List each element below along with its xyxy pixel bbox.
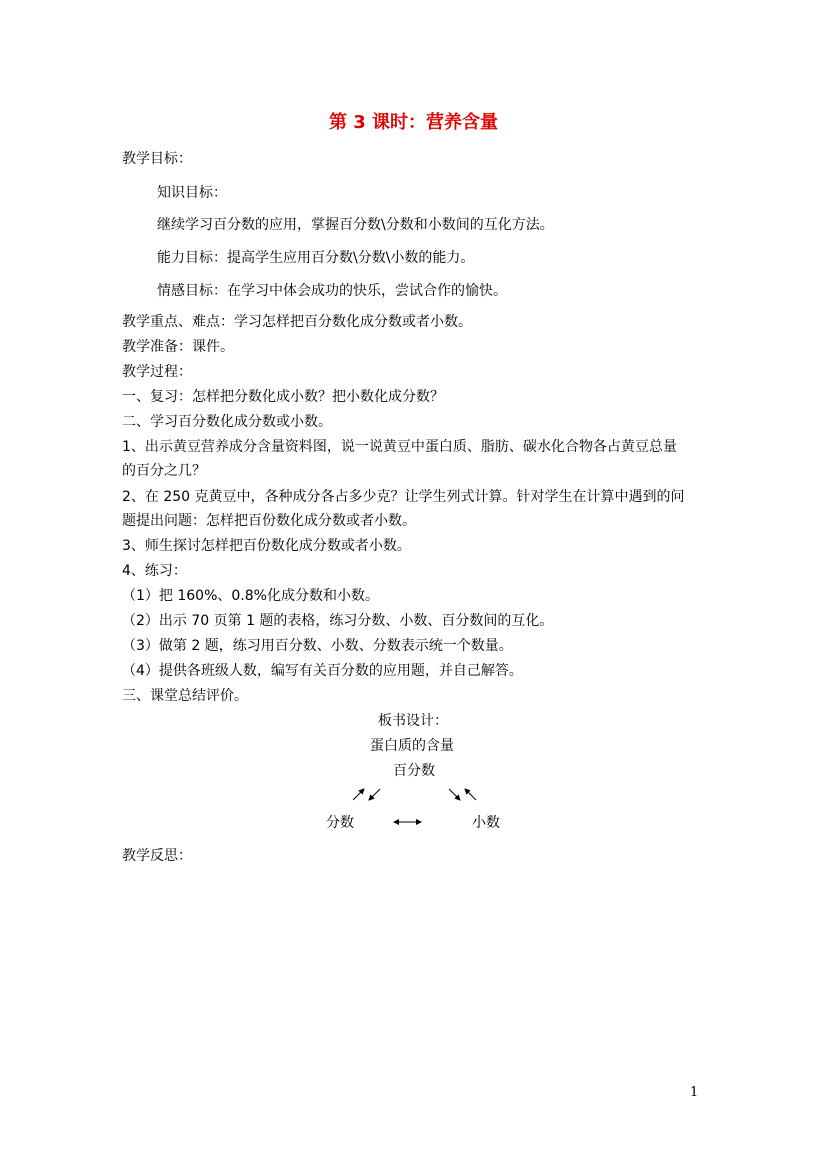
ability-text: 能力目标：提高学生应用百分数\分数\小数的能力。	[157, 250, 475, 266]
key-points: 教学重点、难点：学习怎样把百分数化成分数或者小数。	[122, 314, 472, 330]
knowledge-heading: 知识目标：	[157, 185, 227, 201]
item-4: 4、练习：	[122, 563, 187, 579]
arrow-decimal-to-percent	[465, 789, 476, 800]
item-1-line-2: 的百分之几？	[122, 463, 206, 479]
item-2-line-2: 题提出问题：怎样把百份数化成分数或者小数。	[122, 513, 416, 529]
exercise-3: （3）做第 2 题，练习用百分数、小数、分数表示统一个数量。	[122, 638, 513, 654]
exercise-4: （4）提供各班级人数，编写有关百分数的应用题，并自己解答。	[122, 663, 523, 679]
reflection-heading: 教学反思：	[122, 848, 192, 864]
step-review: 一、复习：怎样把分数化成小数？把小数化成分数？	[122, 389, 444, 405]
arrow-percent-to-fraction	[369, 789, 380, 800]
page-number: 1	[690, 1085, 699, 1100]
process-heading: 教学过程：	[122, 364, 192, 380]
preparation: 教学准备：课件。	[122, 339, 234, 355]
board-fraction-label: 分数	[326, 815, 354, 831]
board-percent-label: 百分数	[393, 763, 435, 779]
exercise-2: （2）出示 70 页第 1 题的表格，练习分数、小数、百分数间的互化。	[122, 613, 554, 629]
item-1-line-1: 1、出示黄豆营养成分含量资料图，说一说黄豆中蛋白质、脂肪、碳水化合物各占黄豆总量	[122, 439, 677, 455]
board-topic: 蛋白质的含量	[370, 738, 454, 754]
board-decimal-label: 小数	[472, 815, 500, 831]
step-summary: 三、课堂总结评价。	[122, 688, 248, 704]
item-3: 3、师生探讨怎样把百份数化成分数或者小数。	[122, 538, 411, 554]
arrow-fraction-to-percent	[353, 789, 364, 800]
knowledge-text: 继续学习百分数的应用，掌握百分数\分数和小数间的互化方法。	[157, 217, 554, 233]
item-2-line-1: 2、在 250 克黄豆中，各种成分各占多少克？让学生列式计算。针对学生在计算中遇到的问	[122, 489, 685, 505]
page-title: 第 3 课时：营养含量	[328, 112, 499, 133]
emotion-text: 情感目标：在学习中体会成功的快乐，尝试合作的愉快。	[157, 283, 507, 299]
arrow-percent-to-decimal	[449, 789, 460, 800]
step-learn: 二、学习百分数化成分数或小数。	[122, 414, 332, 430]
objectives-heading: 教学目标：	[122, 151, 192, 167]
board-heading: 板书设计：	[378, 713, 448, 729]
exercise-1: （1）把 160%、0.8%化成分数和小数。	[122, 588, 379, 604]
